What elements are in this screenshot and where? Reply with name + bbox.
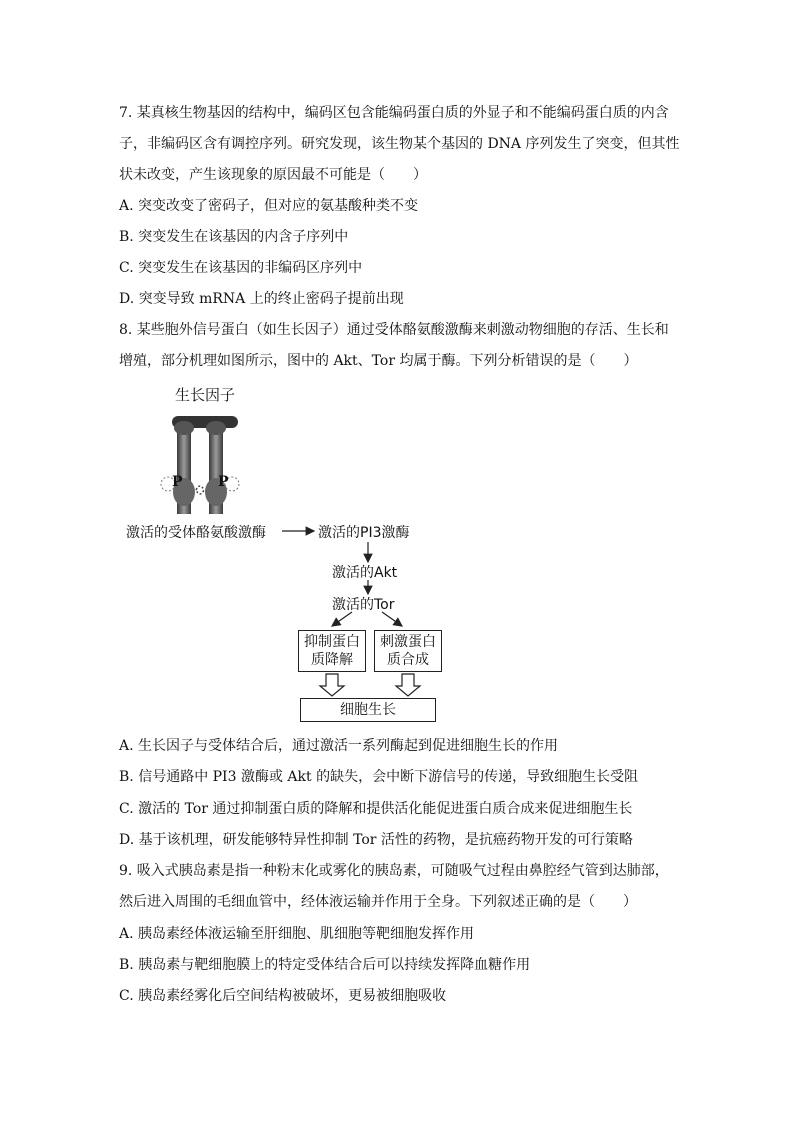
q8-option-c: C. 激活的 Tor 通过抑制蛋白质的降解和提供活化能促进蛋白质合成来促进细胞生长: [119, 801, 633, 817]
arrow-tor-to-stimulate: [382, 612, 402, 626]
activated-akt-label: 激活的Akt: [332, 565, 398, 581]
phosphate-left-label: P: [172, 474, 183, 490]
q7-stem-line-3: 状未改变，产生该现象的原因最不可能是（ ）: [119, 167, 427, 183]
hollow-arrow-right: [396, 674, 420, 696]
stimulate-line-1: 刺激蛋白: [380, 634, 436, 650]
stimulate-line-2: 质合成: [387, 652, 429, 668]
stimulate-synthesis-box: [374, 630, 442, 672]
diagram-arrows: [120, 380, 460, 725]
cell-growth-label: 细胞生长: [340, 702, 396, 718]
q8-option-a: A. 生长因子与受体结合后，通过激活一系列酶起到促进细胞生长的作用: [119, 738, 559, 754]
cell-growth-box: [300, 698, 436, 722]
q7-stem-line-1: 7. 某真核生物基因的结构中，编码区包含能编码蛋白质的外显子和不能编码蛋白质的内含: [119, 105, 669, 121]
q9-stem-line-1: 9. 吸入式胰岛素是指一种粉末化或雾化的胰岛素，可随吸气过程由鼻腔经气管到达肺部，: [119, 863, 669, 879]
inhibit-line-1: 抑制蛋白: [304, 634, 360, 650]
q8-stem-line-2: 增殖，部分机理如图所示，图中的 Akt、Tor 均属于酶。下列分析错误的是（ ）: [119, 353, 638, 369]
activated-pi3-label: 激活的PI3激酶: [318, 525, 410, 541]
inhibit-line-2: 质降解: [311, 652, 353, 668]
activated-tor-label: 激活的Tor: [332, 597, 395, 613]
hollow-arrow-left: [320, 674, 344, 696]
q7-option-c: C. 突变发生在该基因的非编码区序列中: [119, 260, 363, 276]
arrow-tor-to-inhibit: [332, 612, 352, 626]
q8-option-b: B. 信号通路中 PI3 激酶或 Akt 的缺失，会中断下游信号的传递，导致细胞生长受阻: [119, 769, 639, 785]
q7-option-b: B. 突变发生在该基因的内含子序列中: [119, 229, 349, 245]
q9-stem-line-2: 然后进入周围的毛细血管中，经体液运输并作用于全身。下列叙述正确的是（ ）: [119, 894, 637, 910]
q9-option-c: C. 胰岛素经雾化后空间结构被破坏，更易被细胞吸收: [119, 988, 447, 1004]
phosphate-right-label: P: [218, 474, 229, 490]
activated-receptor-label: 激活的受体酪氨酸激酶: [126, 525, 266, 541]
q9-option-a: A. 胰岛素经体液运输至肝细胞、肌细胞等靶细胞发挥作用: [119, 926, 475, 942]
q8-option-d: D. 基于该机理，研发能够特异性抑制 Tor 活性的药物，是抗癌药物开发的可行策略: [119, 832, 633, 848]
q7-option-d: D. 突变导致 mRNA 上的终止密码子提前出现: [119, 291, 404, 307]
inhibit-degradation-box: [298, 630, 366, 672]
q9-option-b: B. 胰岛素与靶细胞膜上的特定受体结合后可以持续发挥降血糖作用: [119, 957, 531, 973]
q7-stem-line-2: 子，非编码区含有调控序列。研究发现，该生物某个基因的 DNA 序列发生了突变，但其性: [119, 136, 680, 152]
signaling-pathway-diagram: [120, 380, 460, 725]
q8-stem-line-1: 8. 某些胞外信号蛋白（如生长因子）通过受体酪氨酸激酶来刺激动物细胞的存活、生长和: [119, 322, 669, 338]
growth-factor-label: 生长因子: [175, 386, 236, 404]
q7-option-a: A. 突变改变了密码子，但对应的氨基酸种类不变: [119, 198, 419, 214]
